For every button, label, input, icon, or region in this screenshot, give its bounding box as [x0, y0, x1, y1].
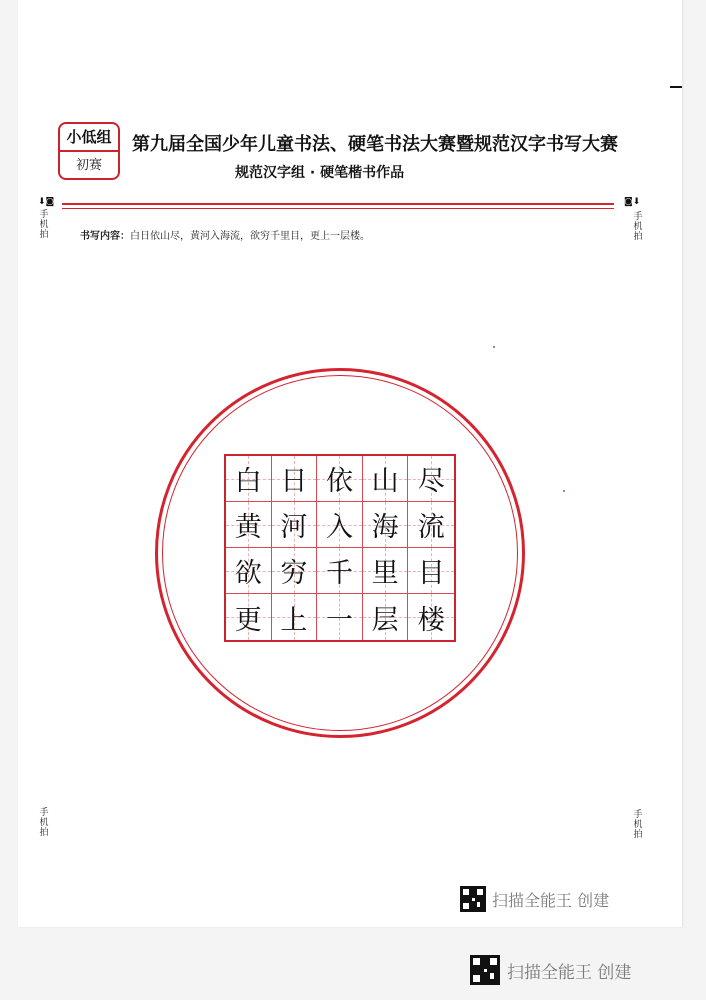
- grid-cell: 河: [272, 502, 318, 548]
- grid-cell: 海: [363, 502, 409, 548]
- grid-cell: 山: [363, 456, 409, 502]
- grid-cell: 楼: [408, 594, 454, 640]
- page-title: 第九届全国少年儿童书法、硬笔书法大赛暨规范汉字书写大赛: [132, 134, 618, 155]
- grid-cell: 依: [317, 456, 363, 502]
- qr-code-icon: [460, 886, 486, 912]
- grid-cell: 日: [272, 456, 318, 502]
- grid-cell: 一: [317, 594, 363, 640]
- grid-cell: 入: [317, 502, 363, 548]
- writing-content-text: 白日依山尽，黄河入海流，欲穷千里目，更上一层楼。: [130, 231, 370, 242]
- grid-cell: 尽: [408, 456, 454, 502]
- grid-cell: 目: [408, 548, 454, 594]
- grid-cell: 穷: [272, 548, 318, 594]
- camera-icon: ⬇◙: [38, 197, 55, 207]
- grid-cell: 层: [363, 594, 409, 640]
- writing-content: [80, 227, 370, 242]
- margin-note: 手机拍: [39, 808, 49, 838]
- group-badge: [58, 122, 120, 180]
- qr-code-icon: [470, 955, 500, 985]
- margin-note: 手机拍: [633, 810, 643, 840]
- writing-content-label: 书写内容：: [80, 231, 130, 242]
- grid-cell: 欲: [226, 548, 272, 594]
- header-rule-thick: [62, 203, 614, 205]
- grid-cell: 里: [363, 548, 409, 594]
- edge-mark: [670, 86, 682, 88]
- margin-note: 手机拍: [633, 212, 643, 242]
- grid-cell: 流: [408, 502, 454, 548]
- header-rule-thin: [62, 208, 614, 209]
- grid-cell: 黄: [226, 502, 272, 548]
- writing-grid: [224, 454, 456, 642]
- scanner-watermark: [460, 886, 609, 912]
- badge-round-label: 初赛: [75, 158, 102, 173]
- page-subtitle: 规范汉字组 · 硬笔楷书作品: [235, 165, 405, 181]
- grid-cell: 千: [317, 548, 363, 594]
- badge-group-label: 小低组: [60, 124, 118, 152]
- grid-cell: 更: [226, 594, 272, 640]
- scanner-watermark: [470, 955, 631, 985]
- speck: [563, 490, 565, 492]
- camera-icon: ◙⬇: [624, 197, 641, 207]
- watermark-text: 扫描全能王 创建: [507, 962, 632, 983]
- watermark-text: 扫描全能王 创建: [492, 890, 610, 910]
- grid-cell: 白: [226, 456, 272, 502]
- speck: [493, 346, 495, 348]
- grid-cell: 上: [272, 594, 318, 640]
- margin-note: 手机拍: [39, 210, 49, 240]
